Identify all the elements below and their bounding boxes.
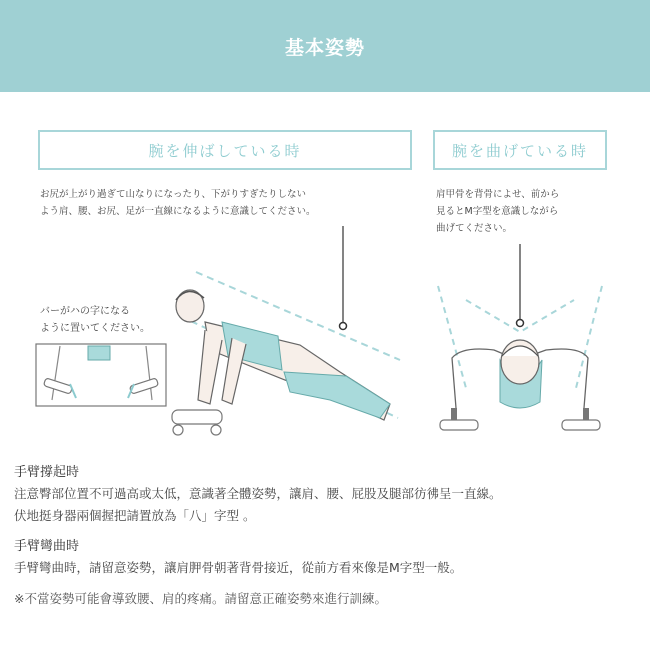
pushup-illustration <box>0 92 650 452</box>
note-line: 肩甲骨を背骨によせ、前から <box>436 189 560 200</box>
section-title: 手臂撐起時 <box>14 465 80 480</box>
note-line: 見るとM字型を意識しながら <box>436 206 559 217</box>
pointer-dot <box>340 323 347 330</box>
section-line: 伏地挺身器兩個握把請置放為「八」字型 。 <box>14 508 256 523</box>
pointer-dot <box>517 320 524 327</box>
bar-placement-inset <box>36 344 166 406</box>
label-arms-bent: 腕を曲げている時 <box>433 130 607 170</box>
section-line: 手臂彎曲時，請留意姿勢，讓肩胛骨朝著背骨接近，從前方看來像是M字型一般。 <box>14 560 463 575</box>
section-line: 注意臀部位置不可過高或太低，意識著全體姿勢，讓肩、腰、屁股及腿部彷彿呈一直線。 <box>14 486 502 501</box>
note-line: お尻が上がり過ぎて山なりになったり、下がりすぎたりしない <box>40 189 307 200</box>
warning-notice: ※不當姿勢可能會導致腰、肩的疼痛。請留意正確姿勢來進行訓練。 <box>14 591 387 606</box>
label-arms-extended: 腕を伸ばしている時 <box>38 130 412 170</box>
note-line: よう肩、腰、お尻、足が一直線になるように意識してください。 <box>40 206 316 217</box>
note-line: ように置いてください。 <box>40 323 150 334</box>
plank-figure <box>172 290 390 435</box>
note-line: バーがハの字になる <box>40 306 130 317</box>
page-title: 基本姿勢 <box>284 36 365 59</box>
instructions <box>14 463 644 609</box>
header-banner <box>0 0 650 92</box>
note-line: 曲げてください。 <box>436 223 513 234</box>
section-title: 手臂彎曲時 <box>14 539 80 554</box>
